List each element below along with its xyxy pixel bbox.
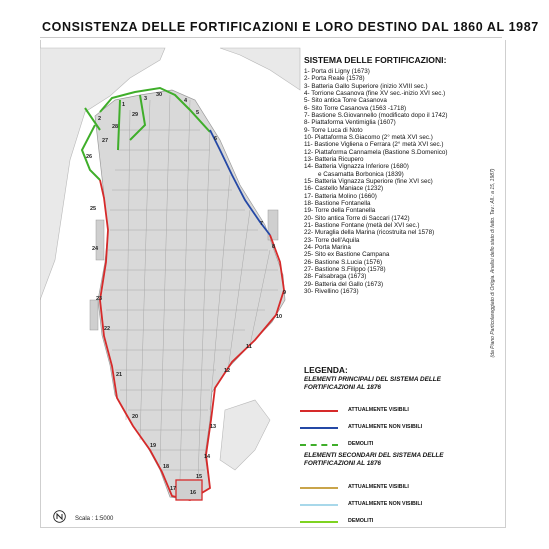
north-arrow-icon [53,510,66,523]
map-number-19: 19 [150,443,157,449]
castle-maniace [176,480,202,500]
map-number-2: 2 [98,116,102,122]
map-number-9: 9 [283,290,287,296]
map-number-13: 13 [210,424,217,430]
map-number-21: 21 [116,372,123,378]
title-divider [40,37,502,38]
map-number-17: 17 [170,486,177,492]
map-number-7: 7 [260,221,264,227]
fortification-item: 14- Batteria Vignazza Inferiore (1680) [304,163,409,171]
legend-swatch [300,521,338,523]
fortification-item: 16- Castello Maniace (1232) [304,185,384,193]
fortification-item: 1- Porta di Ligny (1673) [304,68,370,75]
ortigia-map [40,40,302,528]
legend-swatch [300,410,338,412]
map-number-23: 23 [96,296,103,302]
legend-label: ATTUALMENTE VISIBILI [348,484,409,490]
map-number-29: 29 [132,112,139,118]
source-note: (da Piano Particolareggiato di Ortigia. Analisi dello stato di fatto. Tav.: All.: a 15, 1987) [490,168,496,358]
scale-label: Scala : 1:5000 [75,516,114,522]
map-number-24: 24 [92,246,99,252]
fortification-item: 29- Batteria del Gallo (1673) [304,280,384,288]
fortification-item: 7- Bastione S.Giovannello (modificato dopo il 1742) [304,111,448,119]
map-number-26: 26 [86,154,93,160]
fortification-item: 12- Piattaforma Cannamela (Bastione S.Domenico) [304,148,448,156]
legend-label: ATTUALMENTE NON VISIBILI [348,424,423,430]
fortification-list [304,68,448,295]
fortification-item: 20- Sito antica Torre di Saccari (1742) [304,214,410,222]
legend-swatch [300,487,338,489]
sistema-heading: SISTEMA DELLE FORTIFICAZIONI: [304,55,447,65]
map-number-3: 3 [144,96,148,102]
map-number-8: 8 [272,244,276,250]
fortification-item: 9- Torre Luca di Noto [304,126,363,134]
fortification-item: 8- Piattaforma Ventimiglia (1607) [304,119,396,127]
map-number-28: 28 [112,124,119,130]
fortification-item: 18- Bastione Fontanella [304,199,371,207]
fortification-item: 6- Sito Torre Casanova (1563 -1718) [304,104,407,112]
map-number-20: 20 [132,414,139,420]
legend-label: ATTUALMENTE NON VISIBILI [348,501,423,507]
fortification-item: 27- Bastione S.Filippo (1578) [304,265,386,273]
fortification-item: 5- Sito antica Torre Casanova [304,97,387,105]
page-title: CONSISTENZA DELLE FORTIFICAZIONI E LORO DESTINO DAL 1860 AL 1987 [42,20,539,34]
fortification-item: 15- Batteria Vignazza Superiore (fine XVI sec) [304,177,433,185]
map-number-16: 16 [190,490,197,496]
frame-border-right [505,40,506,528]
map-number-27: 27 [102,138,109,144]
fortification-item: 4- Torrione Casanova (fine XV sec.-inizio XVI sec.) [304,89,446,97]
legend-secondari-heading: ELEMENTI SECONDARI DEL SISTEMA DELLE FORTIFICAZIONI AL 1876 [304,452,444,467]
legend-swatch [300,444,338,446]
map-number-12: 12 [224,368,231,374]
fortification-item: 26- Bastione S.Lucia (1576) [304,258,383,266]
fortification-item: e Casamatta Borbonica (1839) [318,170,404,178]
legend-label: DEMOLITI [348,518,374,524]
map-number-18: 18 [163,464,170,470]
fortification-item: 19- Torre della Fontanella [304,207,376,215]
map-number-10: 10 [276,314,283,320]
fortification-item: 2- Porta Reale (1578) [304,75,365,83]
fortification-item: 28- Falsabraga (1673) [304,273,367,281]
fortification-item: 25- Sito ex Bastione Campana [304,251,390,259]
fortification-item: 30- Rivellino (1673) [304,287,359,295]
legend-swatch [300,504,338,506]
map-number-22: 22 [104,326,111,332]
legend-label: ATTUALMENTE VISIBILI [348,407,409,413]
map-number-5: 5 [196,110,200,116]
map-number-11: 11 [246,344,252,350]
map-number-25: 25 [90,206,97,212]
fortification-item: 3- Batteria Gallo Superiore (inizio XVIII sec.) [304,82,428,90]
map-number-15: 15 [196,474,203,480]
fortification-item: 23- Torre dell'Aquila [304,236,360,244]
fortification-item: 24- Porta Marina [304,243,351,251]
legend-swatch [300,427,338,429]
map-number-30: 30 [156,92,163,98]
fortification-item: 17- Batteria Molino (1660) [304,192,377,200]
fortification-item: 10- Piattaforma S.Giacomo (2° metà XVI sec.) [304,133,433,141]
map-number-14: 14 [204,454,211,460]
fortification-item: 22- Muraglia della Marina (ricostruita nel 1578) [304,229,435,237]
legend-title: LEGENDA: [304,365,348,375]
map-number-4: 4 [184,98,188,104]
fortification-item: 13- Batteria Ricupero [304,155,364,163]
legend-label: DEMOLITI [348,441,374,447]
legend-principali-heading: ELEMENTI PRINCIPALI DEL SISTEMA DELLE FORTIFICAZIONI AL 1876 [304,376,441,391]
map-number-6: 6 [214,136,218,142]
map-number-1: 1 [122,102,126,108]
fortification-item: 11- Bastione Vigliena o Ferrara (2° metà XVI sec.) [304,141,444,149]
fortification-item: 21- Bastione Fontane (metà del XVI sec.) [304,221,420,229]
